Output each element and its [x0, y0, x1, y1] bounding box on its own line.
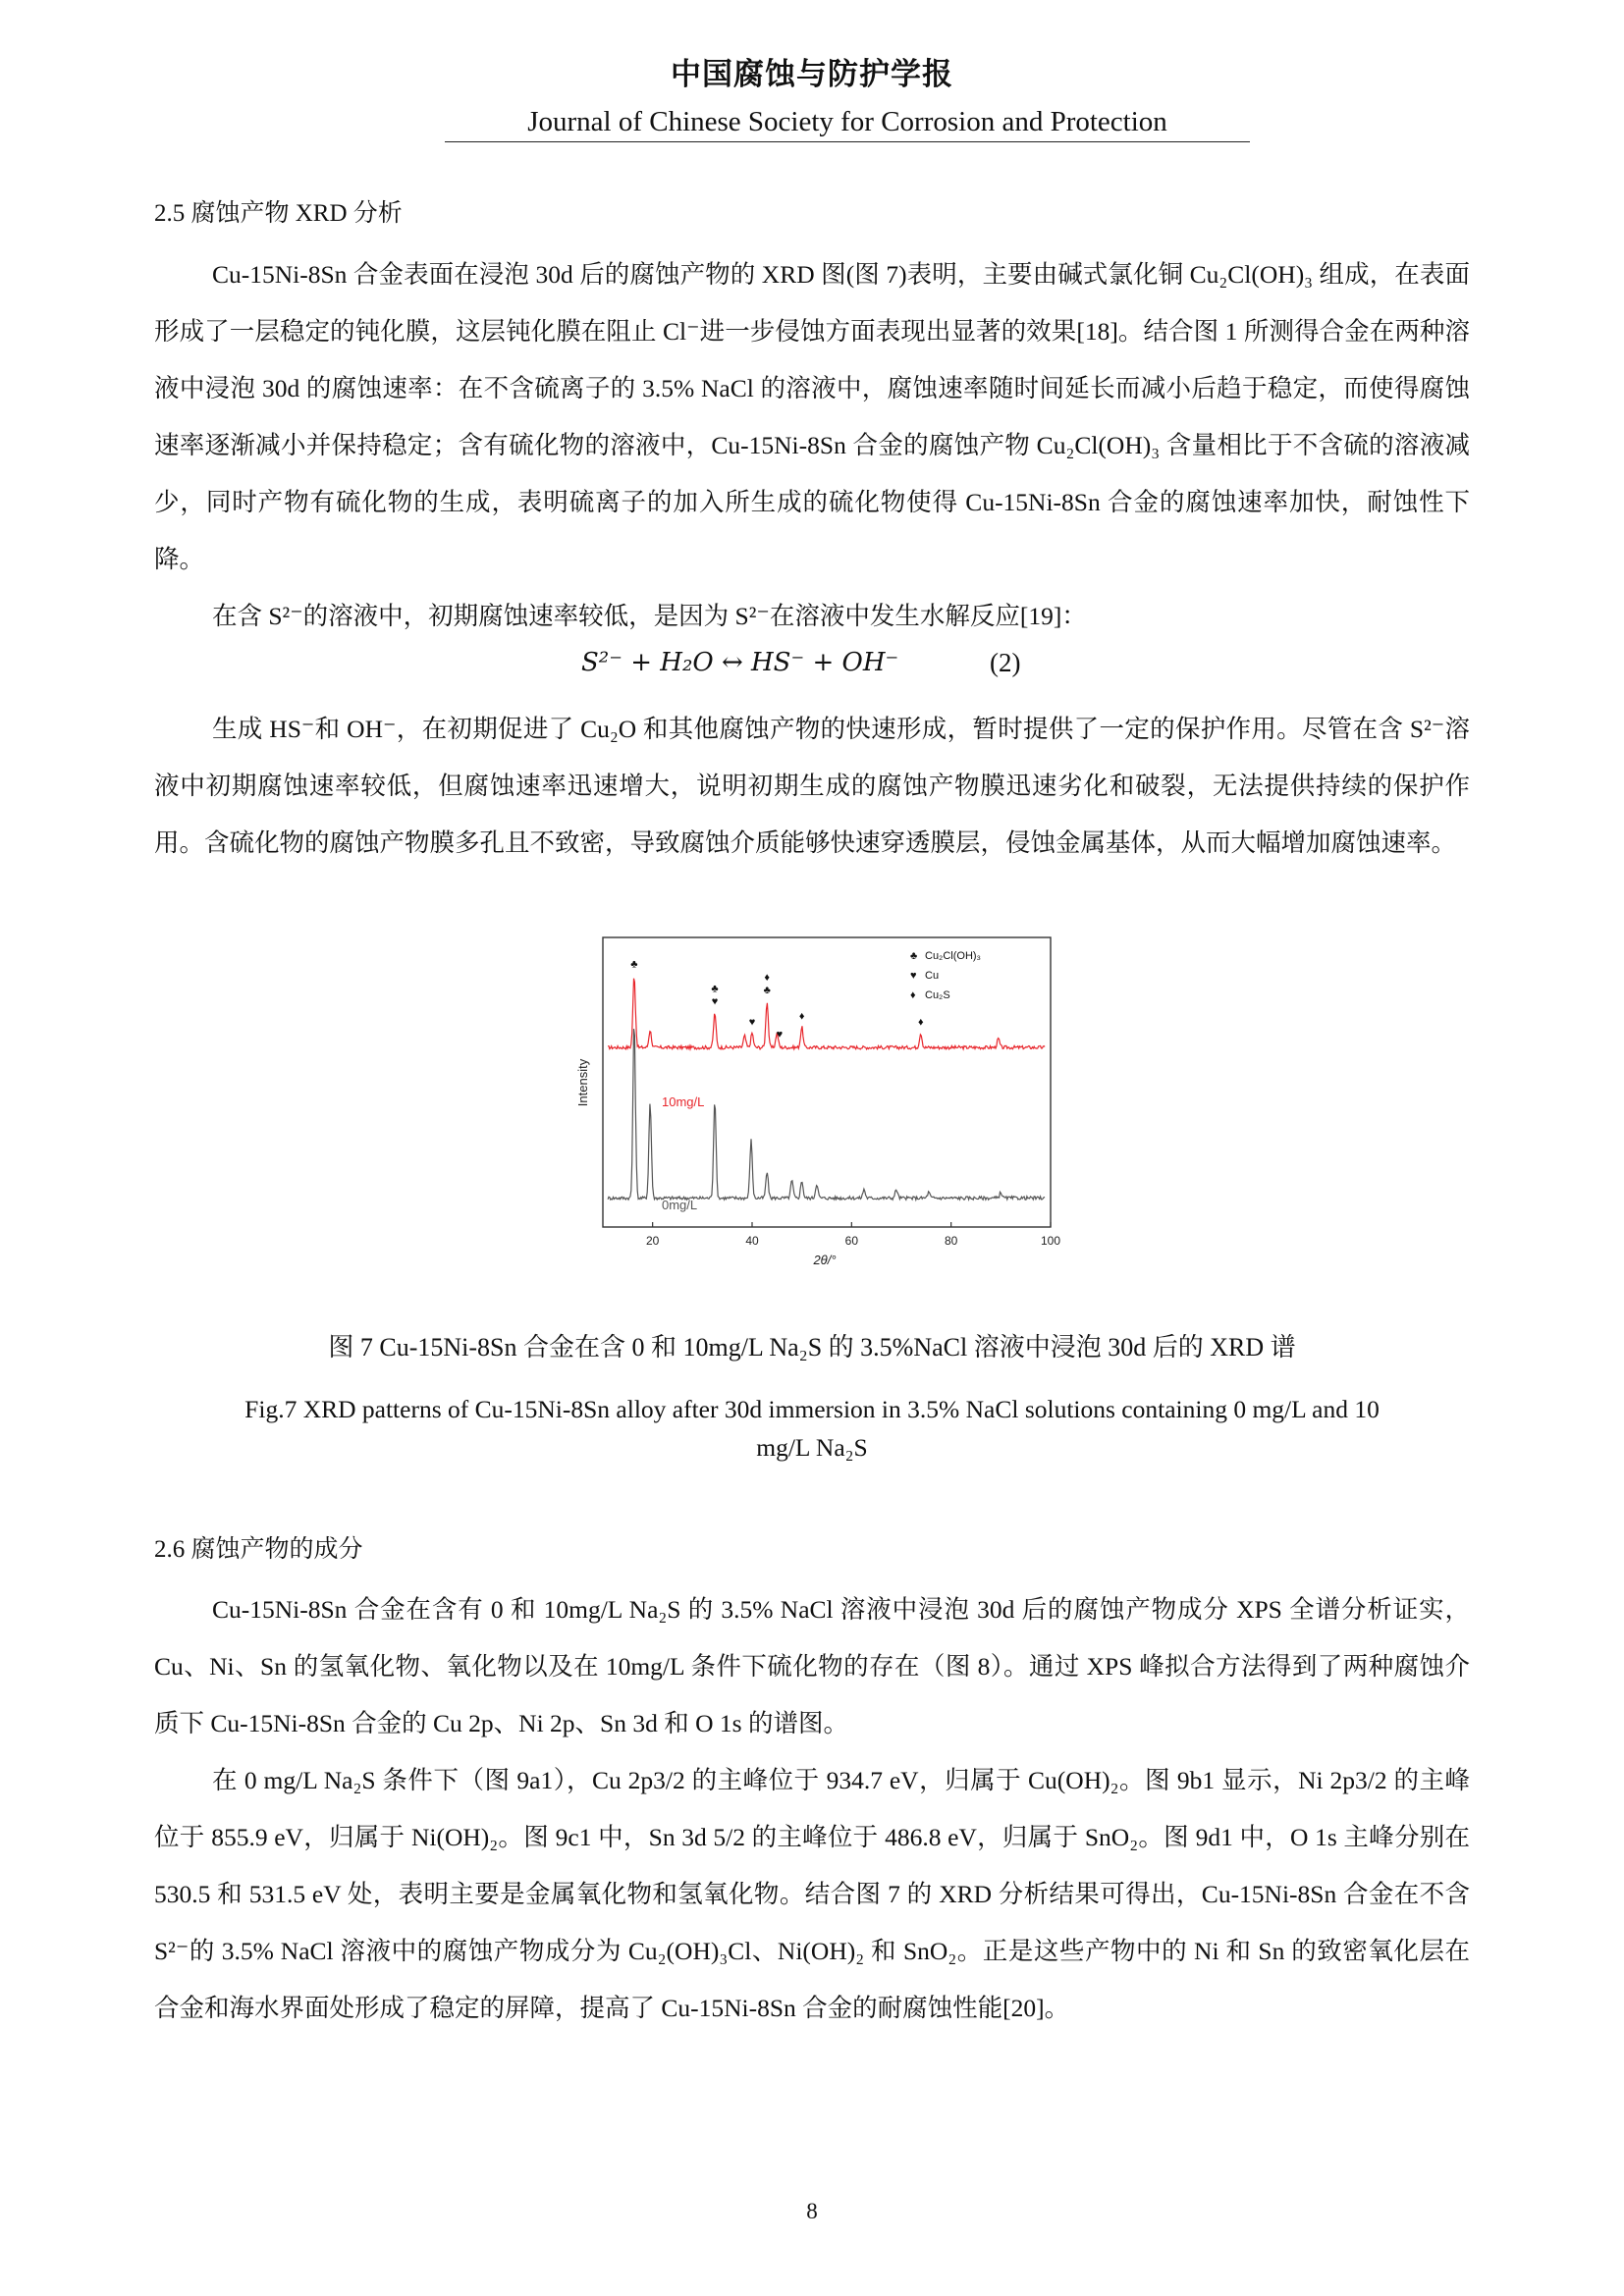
section-2-5-body-continued: [154, 701, 1470, 872]
peak-marker: ♥: [776, 1029, 784, 1041]
legend-label: Cu: [925, 970, 940, 982]
peak-marker: ♦: [798, 1010, 805, 1023]
x-axis-ticks: [646, 1222, 1060, 1248]
x-tick-label: 40: [745, 1234, 759, 1248]
y-axis-label: Intensity: [575, 1058, 590, 1107]
legend-label: Cu₂S: [925, 989, 950, 1001]
legend: [910, 950, 981, 1001]
section-heading-2-6: 2.6 腐蚀产物的成分: [154, 1536, 363, 1563]
figure-caption-en: Fig.7 XRD patterns of Cu-15Ni-8Sn alloy after 30d immersion in 3.5% NaCl solutions containing 0 mg/L and 10 mg/L Na₂S: [244, 1395, 1380, 1462]
series-label-0mg: 0mg/L: [662, 1198, 698, 1212]
paragraph: 在含 S²⁻的溶液中，初期腐蚀速率较低，是因为 S²⁻在溶液中发生水解反应[19]：: [212, 602, 1087, 630]
peak-marker: ♣: [763, 984, 771, 996]
x-tick-label: 80: [944, 1234, 958, 1248]
equation-expression: S²⁻ + H₂O ↔ HS⁻ + OH⁻: [581, 648, 899, 677]
series-label-10mg: 10mg/L: [662, 1095, 705, 1109]
peak-marker: ♣: [711, 983, 719, 995]
paragraph: Cu-15Ni-8Sn 合金在含有 0 和 10mg/L Na₂S 的 3.5% NaCl 溶液中浸泡 30d 后的腐蚀产物成分 XPS 全谱分析证实，Cu、Ni、Sn 的氢氧化物、氧化物以及在 10mg/L 条件下硫化物的存在（图 8）。通过 XPS 峰拟合方法得到了两种腐蚀介质下 Cu-15Ni-8Sn 合金的 Cu 2p、Ni 2p、Sn 3d 和 O 1s 的谱图。: [154, 1595, 1470, 1737]
legend-symbol: ♥: [910, 970, 917, 982]
section-2-6-body: [154, 1581, 1470, 2037]
legend-label: Cu₂Cl(OH)₃: [925, 950, 982, 962]
equation-number: (2): [990, 648, 1021, 677]
peak-marker: ♦: [764, 971, 771, 984]
equation-2: [0, 648, 1624, 687]
section-2-5-body: [154, 246, 1470, 645]
x-tick-label: 60: [844, 1234, 859, 1248]
xrd-series-10mg: [608, 979, 1045, 1049]
legend-symbol: ♣: [910, 950, 918, 962]
journal-title-cn: 中国腐蚀与防护学报: [671, 57, 953, 92]
xrd-series-0mg: [608, 1029, 1045, 1200]
legend-symbol: ♦: [910, 989, 916, 1001]
x-tick-label: 100: [1040, 1234, 1061, 1248]
x-tick-label: 20: [645, 1234, 660, 1248]
peak-marker: ♣: [630, 958, 638, 971]
paragraph: Cu-15Ni-8Sn 合金表面在浸泡 30d 后的腐蚀产物的 XRD 图(图 7)表明，主要由碱式氯化铜 Cu₂Cl(OH)₃ 组成，在表面形成了一层稳定的钝化膜，这层钝化膜在阻止 Cl⁻进一步侵蚀方面表现出显著的效果[18]。结合图 1 所测得合金在两种溶液中浸泡 30d 的腐蚀速率：在不含硫离子的 3.5% NaCl 的溶液中，腐蚀速率随时间延长而减小后趋于稳定，而使得腐蚀速率逐渐减小并保持稳定；含有硫化物的溶液中，Cu-15Ni-8Sn 合金的腐蚀产物 Cu₂Cl(OH)₃ 含量相比于不含硫的溶液减少，同时产物有硫化物的生成，表明硫离子的加入所生成的硫化物使得 Cu-15Ni-8Sn 合金的腐蚀速率加快，耐蚀性下降。: [154, 260, 1470, 573]
peak-marker: ♥: [748, 1016, 756, 1029]
peak-markers: [630, 958, 924, 1041]
journal-title-en: Journal of Chinese Society for Corrosion and Protection: [445, 106, 1250, 142]
xrd-chart: [560, 928, 1070, 1271]
paragraph: 在 0 mg/L Na₂S 条件下（图 9a1），Cu 2p3/2 的主峰位于 934.7 eV，归属于 Cu(OH)₂。图 9b1 显示，Ni 2p3/2 的主峰位于 855.9 eV，归属于 Ni(OH)₂。图 9c1 中，Sn 3d 5/2 的主峰位于 486.8 eV，归属于 SnO₂。图 9d1 中，O 1s 主峰分别在 530.5 和 531.5 eV 处，表明主要是金属氧化物和氢氧化物。结合图 7 的 XRD 分析结果可得出，Cu-15Ni-8Sn 合金在不含 S²⁻的 3.5% NaCl 溶液中的腐蚀产物成分为 Cu₂(OH)₃Cl、Ni(OH)₂ 和 SnO₂。正是这些产物中的 Ni 和 Sn 的致密氧化层在合金和海水界面处形成了稳定的屏障，提高了 Cu-15Ni-8Sn 合金的耐腐蚀性能[20]。: [154, 1766, 1470, 2022]
x-axis-label: 2θ/°: [813, 1253, 837, 1267]
peak-marker: ♥: [711, 995, 719, 1008]
plot-frame: [603, 937, 1051, 1227]
figure-caption-cn: 图 7 Cu-15Ni-8Sn 合金在含 0 和 10mg/L Na₂S 的 3.5%NaCl 溶液中浸泡 30d 后的 XRD 谱: [328, 1333, 1296, 1362]
paragraph: 生成 HS⁻和 OH⁻，在初期促进了 Cu₂O 和其他腐蚀产物的快速形成，暂时提供了一定的保护作用。尽管在含 S²⁻溶液中初期腐蚀速率较低，但腐蚀速率迅速增大，说明初期生成的腐蚀产物膜迅速劣化和破裂，无法提供持续的保护作用。含硫化物的腐蚀产物膜多孔且不致密，导致腐蚀介质能够快速穿透膜层，侵蚀金属基体，从而大幅增加腐蚀速率。: [154, 715, 1470, 857]
peak-marker: ♦: [917, 1016, 924, 1029]
page-number: 8: [806, 2199, 818, 2223]
section-heading-2-5: 2.5 腐蚀产物 XRD 分析: [154, 200, 403, 227]
series-group: [608, 979, 1045, 1201]
